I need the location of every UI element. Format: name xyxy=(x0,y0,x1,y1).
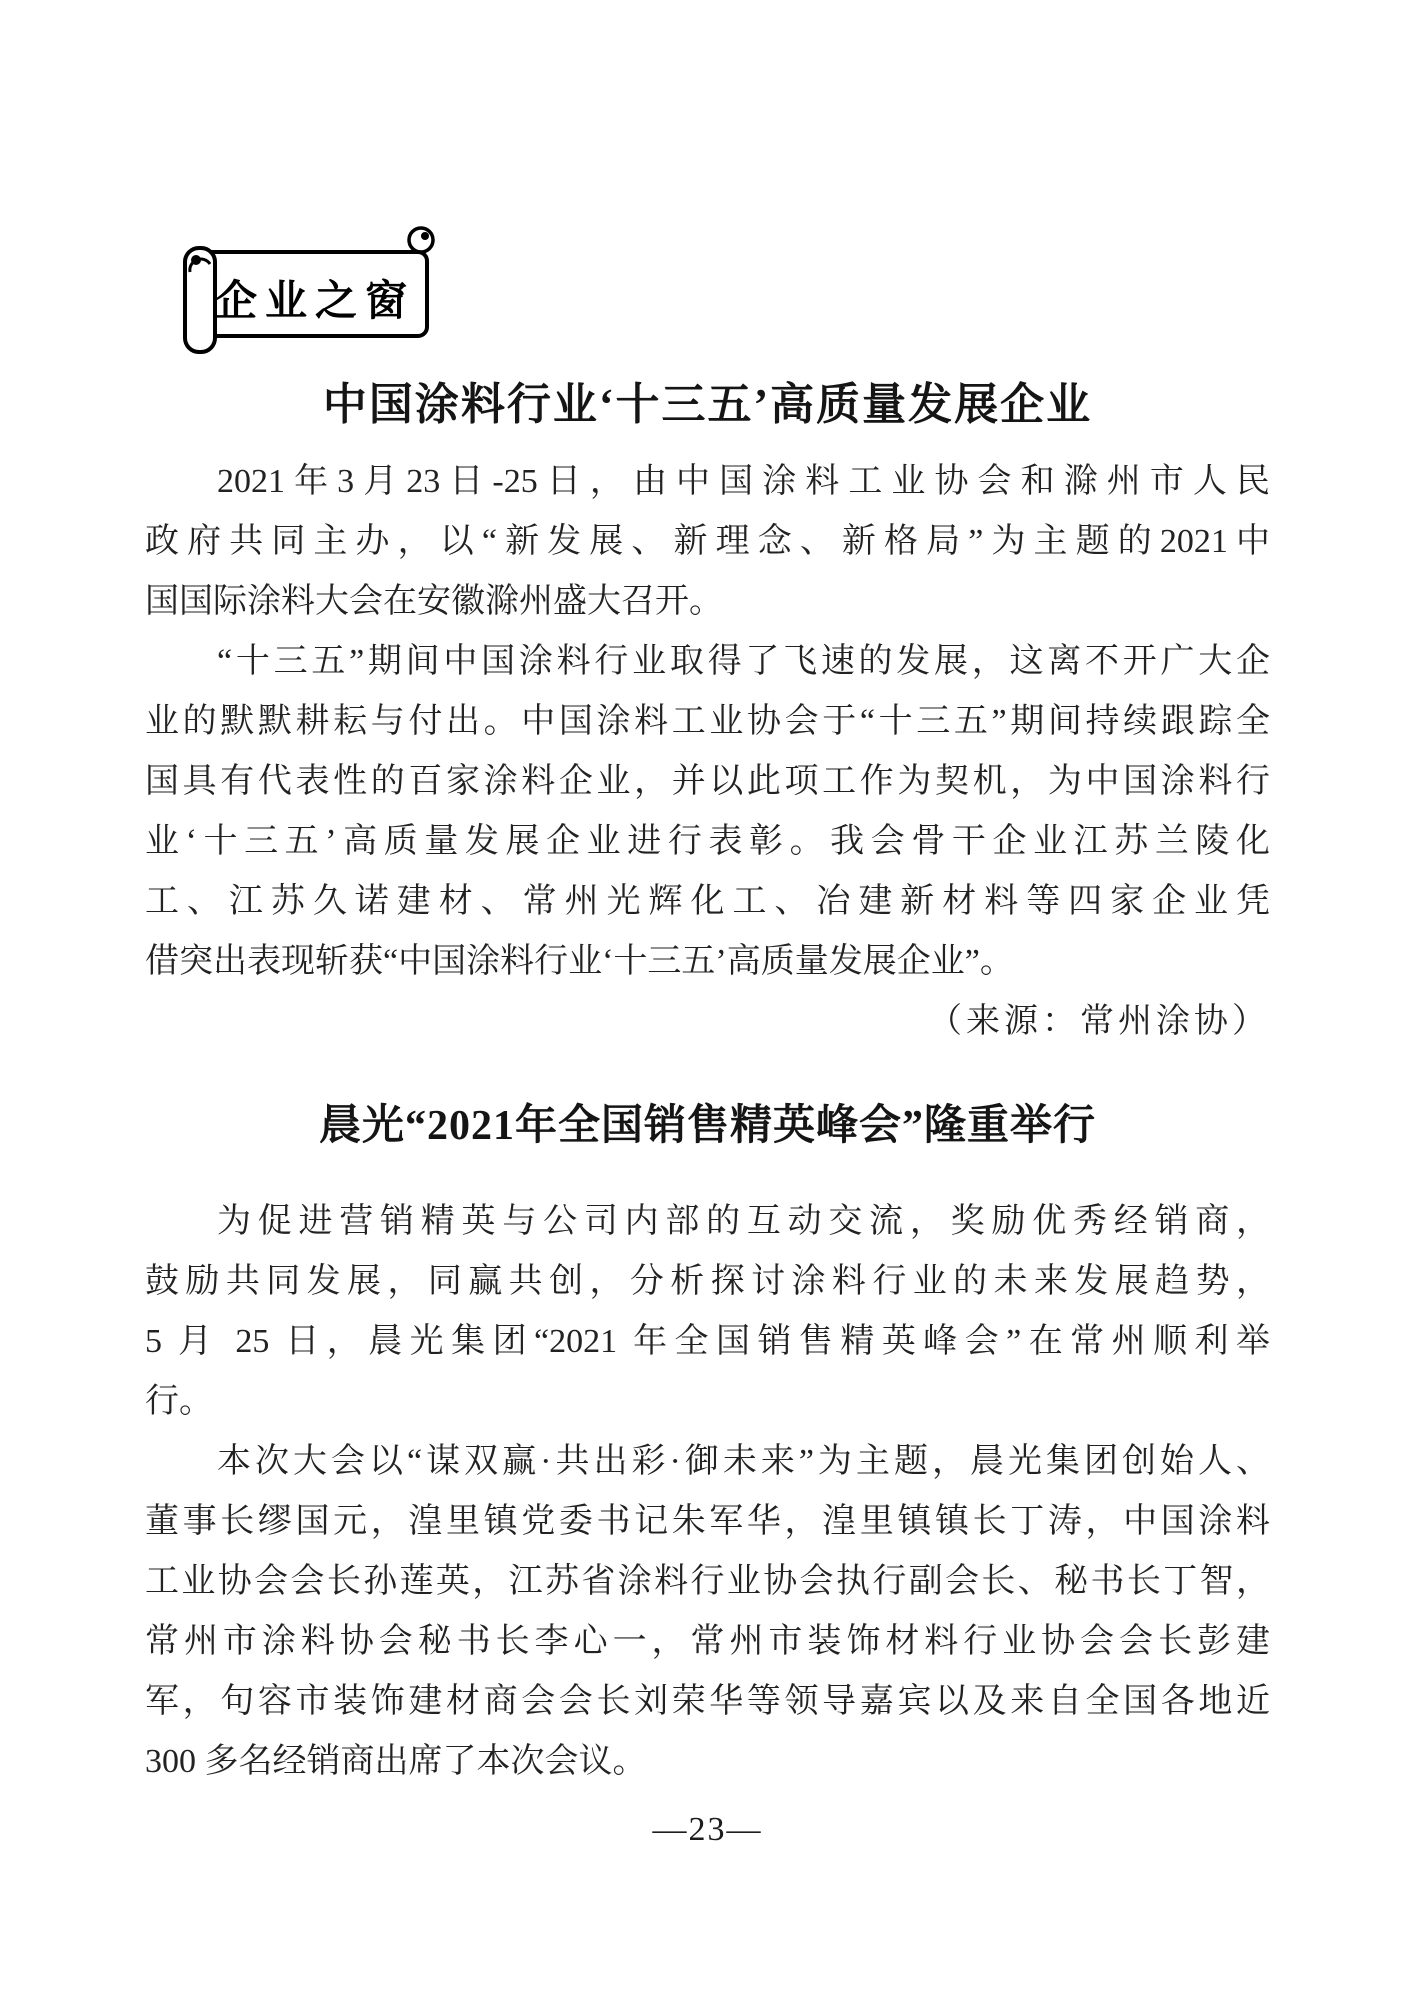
paragraph-line: “十三五”期间中国涂料行业取得了飞速的发展，这离不开广大企 xyxy=(217,643,1270,680)
section-banner-label: 企业之窗 xyxy=(214,279,415,325)
page-number: —23— xyxy=(652,1811,763,1848)
paragraph-line: 为促进营销精英与公司内部的互动交流，奖励优秀经销商， xyxy=(217,1203,1270,1240)
paragraph-line: 5 月 25 日，晨光集团“2021 年全国销售精英峰会”在常州顺利举 xyxy=(145,1323,1270,1360)
paragraph-line: 2021年3月23日-25日，由中国涂料工业协会和滁州市人民 xyxy=(217,463,1270,500)
paragraph-line: 国具有代表性的百家涂料企业，并以此项工作为契机，为中国涂料行 xyxy=(145,763,1270,800)
paragraph-line: 借突出表现斩获“中国涂料行业‘十三五’高质量发展企业”。 xyxy=(145,943,1014,980)
paragraph-line: 政府共同主办，以“新发展、新理念、新格局”为主题的2021中 xyxy=(145,523,1270,560)
paragraph-line: 工、江苏久诺建材、常州光辉化工、冶建新材料等四家企业凭 xyxy=(145,883,1270,920)
article-title: 晨光“2021年全国销售精英峰会”隆重举行 xyxy=(318,1103,1096,1149)
paragraph-line: 董事长缪国元，湟里镇党委书记朱军华，湟里镇镇长丁涛，中国涂料 xyxy=(145,1503,1270,1540)
paragraph-line: 军，句容市装饰建材商会会长刘荣华等领导嘉宾以及来自全国各地近 xyxy=(145,1683,1270,1720)
paragraph-line: 工业协会会长孙莲英，江苏省涂料行业协会执行副会长、秘书长丁智， xyxy=(145,1563,1270,1600)
paragraph-line: 国国际涂料大会在安徽滁州盛大召开。 xyxy=(145,583,723,620)
article-title: 中国涂料行业‘十三五’高质量发展企业 xyxy=(322,380,1093,429)
paragraph-line: 300 多名经销商出席了本次会议。 xyxy=(145,1743,647,1780)
paragraph-line: 鼓励共同发展，同赢共创，分析探讨涂料行业的未来发展趋势， xyxy=(145,1263,1270,1300)
paragraph-line: 本次大会以“谋双赢·共出彩·御未来”为主题，晨光集团创始人、 xyxy=(217,1443,1270,1480)
paragraph-line: 行。 xyxy=(145,1383,213,1420)
paragraph-line: 业‘十三五’高质量发展企业进行表彰。我会骨干企业江苏兰陵化 xyxy=(145,823,1270,860)
article-body xyxy=(145,452,1270,1052)
paragraph-line: 业的默默耕耘与付出。中国涂料工业协会于“十三五”期间持续跟踪全 xyxy=(145,703,1270,740)
section-banner xyxy=(182,222,448,378)
article-body xyxy=(145,1192,1270,1792)
source-attribution: （来源：常州涂协） xyxy=(928,1003,1270,1040)
paragraph-line: 常州市涂料协会秘书长李心一，常州市装饰材料行业协会会长彭建 xyxy=(145,1623,1270,1660)
